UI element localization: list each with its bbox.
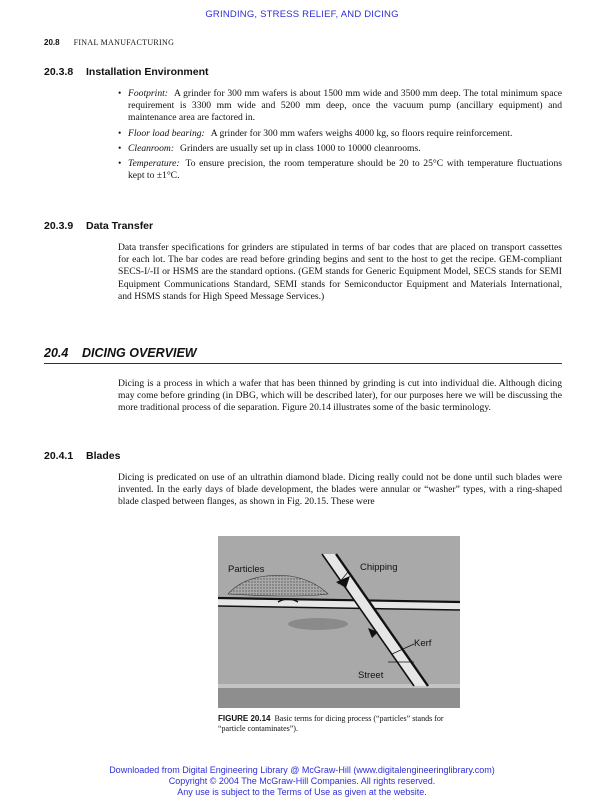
data-transfer-paragraph: Data transfer specifications for grinders are stipulated in terms of bar codes that are placed on transport cassettes for each lot. The bar codes are read before grinding begins and sent to the host to get the recipe. GEM-compliant SECS-I/-II or HSMS are the standard options. (GEM stands for Generic Equipment Model, SECS stands for SEMI Equipment Communications Standard, SEMI stands for Semiconductor Equipment and Materials International, and HSMS stands for High Speed Message Services.) xyxy=(118,242,562,302)
footer-download-line[interactable]: Downloaded from Digital Engineering Library @ McGraw-Hill (www.digitalengineeringlibrary.com) xyxy=(109,765,495,775)
bullet-term: Footprint: xyxy=(128,88,168,99)
section-number: 20.4 xyxy=(44,346,69,360)
figure-dicing-terms xyxy=(218,536,460,708)
running-title: FINAL MANUFACTURING xyxy=(73,38,175,47)
section-title: Installation Environment xyxy=(86,66,209,78)
footer-copyright-line: Copyright © 2004 The McGraw-Hill Companies. All rights reserved. xyxy=(168,776,436,786)
blades-paragraph: Dicing is predicated on use of an ultrathin diamond blade. Dicing really could not be done until such blades were invented. In the early days of blade development, the blades were annular or “washer” types, with a ring-shaped blade clasped between flanges, as shown in Fig. 20.15. These were xyxy=(118,472,562,508)
section-title: Data Transfer xyxy=(86,220,154,232)
section-heading-blades xyxy=(44,450,120,462)
section-number: 20.3.9 xyxy=(44,220,74,232)
label-particles: Particles xyxy=(228,564,265,575)
bullet-icon: • xyxy=(118,88,122,99)
page-number: 20.8 xyxy=(44,38,60,47)
installation-bullet-list xyxy=(118,88,562,185)
dicing-overview-paragraph: Dicing is a process in which a wafer that has been thinned by grinding is cut into individual die. Although dicing may come before grinding (in DBG, which will be described later), for our purposes here we will be discussing the more traditional process of die separation. Figure 20.14 illustrates some of the basic terminology. xyxy=(118,378,562,414)
page-header xyxy=(44,38,174,47)
chapter-heading-dicing-overview xyxy=(44,346,562,364)
bullet-text: A grinder for 300 mm wafers weighs 4000 kg, so floors require reinforcement. xyxy=(210,127,513,139)
running-banner: GRINDING, STRESS RELIEF, AND DICING xyxy=(205,9,399,20)
bullet-term: Floor load bearing: xyxy=(128,127,205,139)
section-number: 20.3.8 xyxy=(44,66,74,78)
bullet-cleanroom xyxy=(118,143,562,155)
figure-caption xyxy=(218,714,468,734)
section-number: 20.4.1 xyxy=(44,450,74,462)
bullet-text: A grinder for 300 mm wafers is about 1500 mm wide and 3500 mm deep. The total minimum space requirement is 3300 mm wide and 5200 mm deep, once the vacuum pump (ancillary equipment) and maintenance area are factored in. xyxy=(128,88,562,124)
figure-caption-label: FIGURE 20.14 xyxy=(218,714,271,723)
bullet-term: Cleanroom: xyxy=(128,142,175,154)
bullet-icon: • xyxy=(118,127,122,139)
bullet-footprint xyxy=(118,88,562,125)
label-street: Street xyxy=(358,670,384,681)
section-title: Blades xyxy=(86,450,121,462)
figure-caption-text: Basic terms for dicing process (“particles” stands for “particle contaminates”). xyxy=(218,714,444,733)
bullet-icon: • xyxy=(118,142,122,154)
dicing-illustration xyxy=(218,536,460,708)
particle-shadow xyxy=(288,618,348,630)
bullet-temperature xyxy=(118,158,562,182)
bullet-floor-load xyxy=(118,128,562,140)
footer-terms-line[interactable]: Any use is subject to the Terms of Use as given at the website. xyxy=(177,787,427,797)
section-title: DICING OVERVIEW xyxy=(82,346,197,360)
bullet-icon: • xyxy=(118,158,122,170)
bullet-text: Grinders are usually set up in class 1000 to 10000 cleanrooms. xyxy=(180,142,421,154)
label-chipping: Chipping xyxy=(360,562,398,573)
label-kerf: Kerf xyxy=(414,638,432,649)
download-footer xyxy=(0,765,604,798)
section-heading-data-transfer xyxy=(44,220,153,232)
bullet-term: Temperature: xyxy=(128,158,180,170)
bullet-text: To ensure precision, the room temperature should be 20 to 25°C with temperature fluctuations kept to ±1°C. xyxy=(128,158,562,182)
section-heading-installation xyxy=(44,66,209,78)
